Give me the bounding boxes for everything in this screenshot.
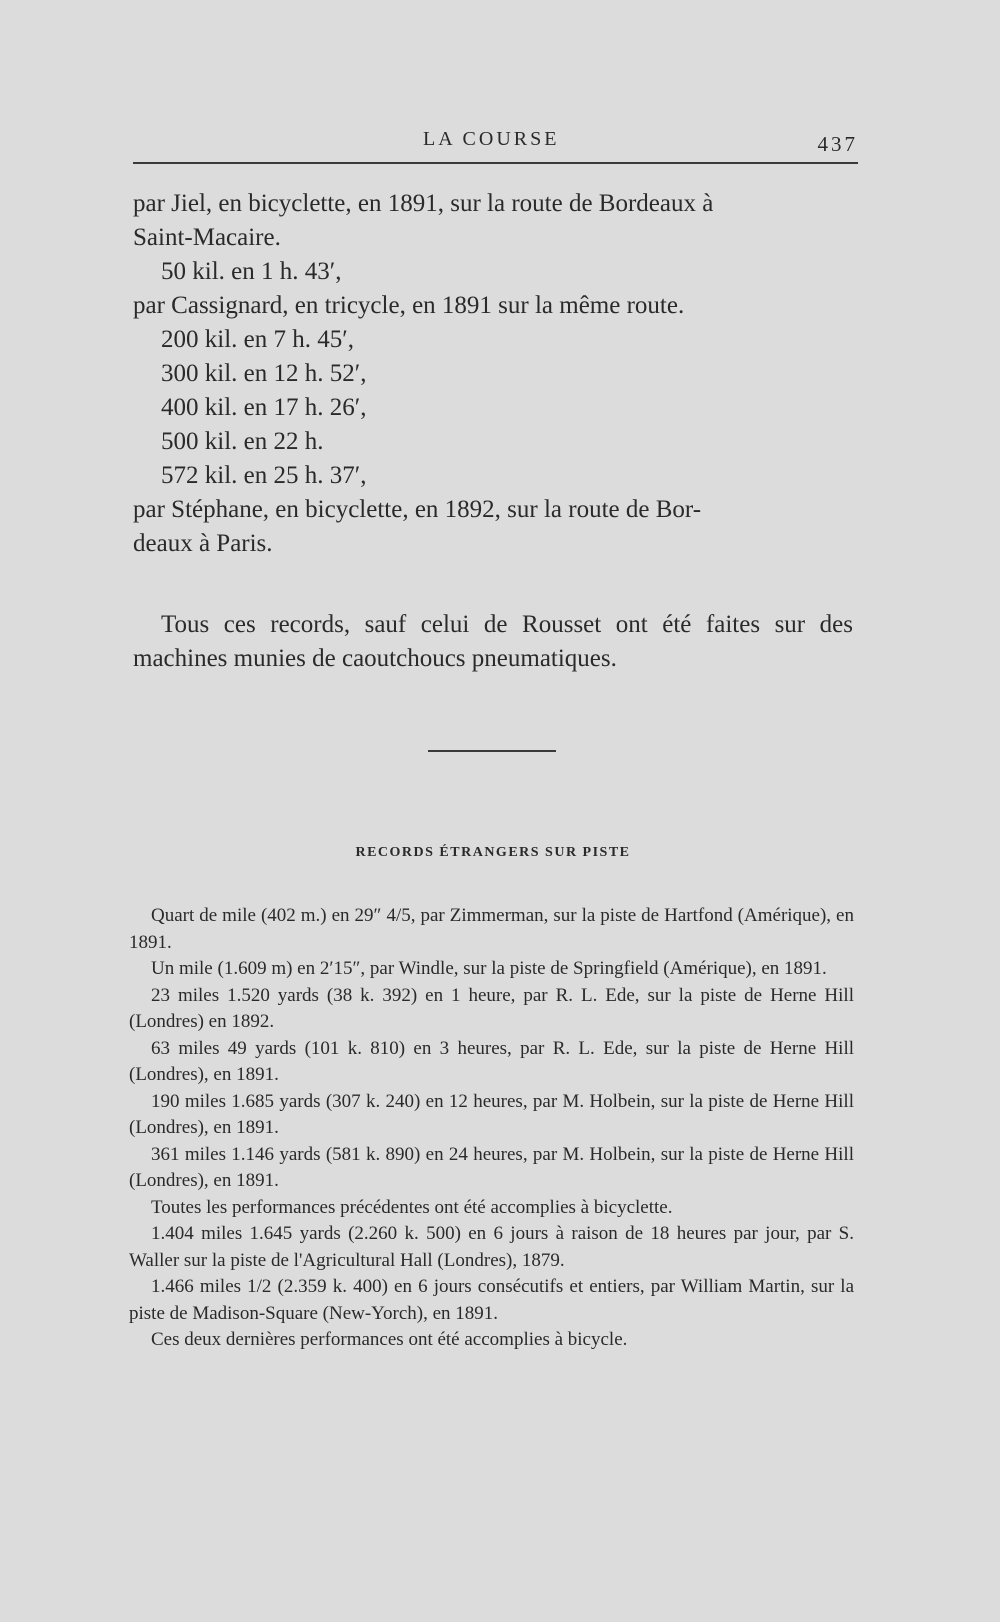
- record-entry: Quart de mile (402 m.) en 29″ 4/5, par Zimmerman, sur la piste de Hartfond (Amérique), en 1891.: [129, 905, 854, 953]
- header-rule: [133, 162, 858, 164]
- text-line: par Stéphane, en bicyclette, en 1892, sur la route de Bor-: [133, 496, 702, 523]
- running-title: LA COURSE: [423, 128, 560, 150]
- record-entry: 190 miles 1.685 yards (307 k. 240) en 12 heures, par M. Holbein, sur la piste de Herne Hill (Londres), en 1891.: [129, 1090, 854, 1138]
- foreign-records-list: [129, 903, 854, 1354]
- record-entry: Ces deux dernières performances ont été accomplies à bicycle.: [151, 1329, 628, 1350]
- text-line: 572 kil. en 25 h. 37′,: [161, 462, 367, 489]
- record-entry: 23 miles 1.520 yards (38 k. 392) en 1 heure, par R. L. Ede, sur la piste de Herne Hill (Londres) en 1892.: [129, 984, 854, 1032]
- text-line: 200 kil. en 7 h. 45′,: [161, 326, 354, 353]
- text-line: par Cassignard, en tricycle, en 1891 sur la même route.: [133, 292, 685, 319]
- records-list-upper: [133, 187, 853, 561]
- text-line: 50 kil. en 1 h. 43′,: [161, 258, 342, 285]
- summary-text: Tous ces records, sauf celui de Rousset ont été faites sur des machines munies de caoutchoucs pneumatiques.: [133, 611, 853, 672]
- page-header: [133, 128, 858, 158]
- record-entry: Toutes les performances précédentes ont été accomplies à bicyclette.: [151, 1196, 673, 1218]
- record-entry: 63 miles 49 yards (101 k. 810) en 3 heures, par R. L. Ede, sur la piste de Herne Hill (Londres), en 1891.: [129, 1037, 854, 1085]
- record-entry: 361 miles 1.146 yards (581 k. 890) en 24 heures, par M. Holbein, sur la piste de Herne Hill (Londres), en 1891.: [129, 1143, 854, 1191]
- section-title: RECORDS ÉTRANGERS SUR PISTE: [355, 845, 631, 860]
- summary-paragraph: [133, 608, 853, 676]
- text-line: Saint-Macaire.: [133, 224, 281, 251]
- record-entry: 1.404 miles 1.645 yards (2.260 k. 500) en 6 jours à raison de 18 heures par jour, par S. Waller sur la piste de l'Agricultural Hall (Londres), 1879.: [129, 1223, 854, 1271]
- text-line: deaux à Paris.: [133, 530, 273, 557]
- text-line: par Jiel, en bicyclette, en 1891, sur la route de Bordeaux à: [133, 190, 714, 217]
- record-entry: Un mile (1.609 m) en 2′15″, par Windle, sur la piste de Springfield (Amérique), en 1891.: [151, 958, 827, 979]
- page-number: 437: [817, 132, 858, 156]
- text-line: 300 kil. en 12 h. 52′,: [161, 360, 367, 387]
- separator-rule: [428, 750, 556, 752]
- text-line: 400 kil. en 17 h. 26′,: [161, 394, 367, 421]
- text-line: 500 kil. en 22 h.: [161, 428, 324, 455]
- record-entry: 1.466 miles 1/2 (2.359 k. 400) en 6 jours consécutifs et entiers, par William Martin, sur la piste de Madison-Square (New-Yorch), en 1891.: [129, 1276, 854, 1324]
